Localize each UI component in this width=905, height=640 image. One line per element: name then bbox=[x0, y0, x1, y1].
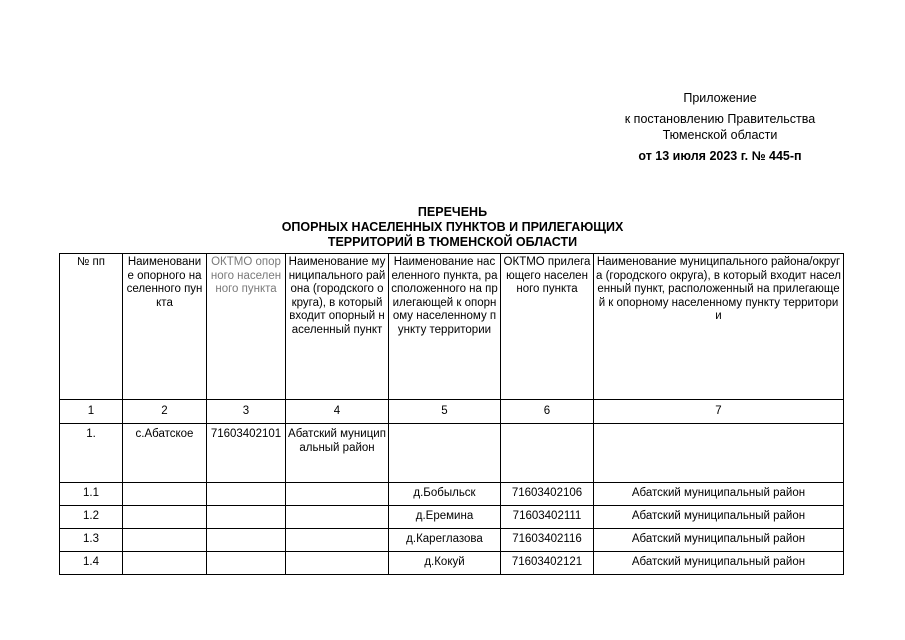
title-line-2: ОПОРНЫХ НАСЕЛЕННЫХ ПУНКТОВ И ПРИЛЕГАЮЩИХ bbox=[281, 220, 624, 234]
header-hub-name: Наименование опорного населенного пункта bbox=[123, 254, 207, 400]
table-row bbox=[60, 529, 844, 552]
appendix-block bbox=[600, 90, 840, 164]
column-number: 7 bbox=[594, 400, 844, 424]
hub-oktmo bbox=[207, 529, 286, 552]
column-number: 6 bbox=[501, 400, 594, 424]
appendix-decree-line: к постановлению Правительства bbox=[624, 112, 816, 126]
appendix-region-line: Тюменской области bbox=[662, 128, 778, 142]
hub-name bbox=[123, 483, 207, 506]
column-number: 4 bbox=[286, 400, 389, 424]
column-number: 1 bbox=[60, 400, 123, 424]
hub-district bbox=[286, 483, 389, 506]
table-row bbox=[60, 506, 844, 529]
hub-oktmo bbox=[207, 483, 286, 506]
table-header-row bbox=[60, 254, 844, 400]
row-number: 1.1 bbox=[60, 483, 123, 506]
row-number: 1.3 bbox=[60, 529, 123, 552]
appendix-label: Приложение bbox=[683, 91, 757, 105]
hub-name bbox=[123, 552, 207, 575]
row-number: 1.4 bbox=[60, 552, 123, 575]
adjacent-name: д.Кареглазова bbox=[389, 529, 501, 552]
column-number: 2 bbox=[123, 400, 207, 424]
hub-name bbox=[123, 529, 207, 552]
hub-oktmo bbox=[207, 506, 286, 529]
header-hub-oktmo: ОКТМО опорного населенного пункта bbox=[207, 254, 286, 400]
hub-oktmo bbox=[207, 552, 286, 575]
adjacent-district bbox=[594, 424, 844, 483]
adjacent-oktmo bbox=[501, 424, 594, 483]
hub-oktmo: 71603402101 bbox=[207, 424, 286, 483]
adjacent-name bbox=[389, 424, 501, 483]
table-row bbox=[60, 552, 844, 575]
adjacent-district: Абатский муниципальный район bbox=[594, 529, 844, 552]
adjacent-oktmo: 71603402116 bbox=[501, 529, 594, 552]
row-number: 1. bbox=[60, 424, 123, 483]
adjacent-district: Абатский муниципальный район bbox=[594, 483, 844, 506]
hub-name: с.Абатское bbox=[123, 424, 207, 483]
adjacent-oktmo: 71603402111 bbox=[501, 506, 594, 529]
adjacent-oktmo: 71603402106 bbox=[501, 483, 594, 506]
settlements-table bbox=[59, 253, 844, 575]
title-line-1: ПЕРЕЧЕНЬ bbox=[417, 205, 488, 219]
header-adjacent-name: Наименование населенного пункта, расположенного на прилегающей к опорному населенному пункту территории bbox=[389, 254, 501, 400]
adjacent-name: д.Кокуй bbox=[389, 552, 501, 575]
adjacent-name: д.Еремина bbox=[389, 506, 501, 529]
hub-district bbox=[286, 506, 389, 529]
adjacent-district: Абатский муниципальный район bbox=[594, 506, 844, 529]
adjacent-oktmo: 71603402121 bbox=[501, 552, 594, 575]
column-number: 5 bbox=[389, 400, 501, 424]
hub-district bbox=[286, 552, 389, 575]
title-line-3: ТЕРРИТОРИЙ В ТЮМЕНСКОЙ ОБЛАСТИ bbox=[327, 235, 578, 249]
appendix-date-number: от 13 июля 2023 г. № 445-п bbox=[638, 149, 802, 163]
adjacent-district: Абатский муниципальный район bbox=[594, 552, 844, 575]
column-number: 3 bbox=[207, 400, 286, 424]
header-adjacent-district: Наименование муниципального района/округа (городского округа), в который входит населенный пункт, расположенный на прилегающей к опорному населенному пункту территории bbox=[594, 254, 844, 400]
table-row bbox=[60, 424, 844, 483]
hub-name bbox=[123, 506, 207, 529]
document-title bbox=[200, 205, 705, 250]
header-number: № пп bbox=[60, 254, 123, 400]
table-row bbox=[60, 483, 844, 506]
hub-district: Абатский муниципальный район bbox=[286, 424, 389, 483]
header-adjacent-oktmo: ОКТМО прилегающего населенного пункта bbox=[501, 254, 594, 400]
column-number-row bbox=[60, 400, 844, 424]
adjacent-name: д.Бобыльск bbox=[389, 483, 501, 506]
row-number: 1.2 bbox=[60, 506, 123, 529]
hub-district bbox=[286, 529, 389, 552]
header-hub-district: Наименование муниципального района (городского округа), в который входит опорный населенный пункт bbox=[286, 254, 389, 400]
